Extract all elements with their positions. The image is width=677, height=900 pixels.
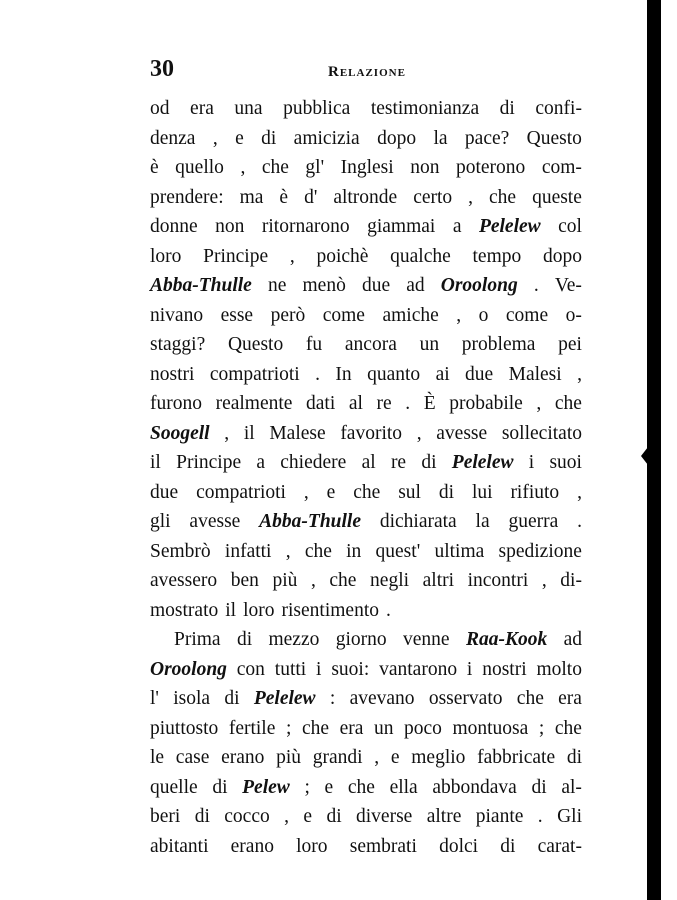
word: non [410, 157, 440, 178]
body-text [150, 94, 582, 861]
word: loro [150, 245, 182, 267]
word: loro [243, 599, 275, 621]
word: con [236, 658, 265, 680]
word: dopo [377, 127, 417, 149]
word: furono [150, 393, 202, 414]
text-line [150, 625, 582, 655]
word: di [531, 776, 547, 798]
word: come [505, 304, 549, 326]
word: un [373, 717, 394, 739]
word: gli [150, 511, 171, 532]
word: ai [435, 363, 450, 385]
word: spedizione [498, 540, 582, 562]
word: probabile [449, 393, 523, 414]
word: Malesi [508, 363, 562, 385]
word: beri [150, 806, 181, 827]
word: mostrato [150, 599, 219, 621]
word: che [353, 481, 381, 503]
word: pei [558, 334, 582, 355]
word: di [224, 688, 240, 709]
word: tempo [472, 245, 522, 267]
word: incontri [467, 570, 529, 591]
word: , [536, 393, 542, 414]
word: che [554, 717, 582, 739]
word: qualche [390, 245, 451, 267]
word: . [315, 363, 321, 385]
italic-word: Pelew [242, 776, 290, 798]
word: dopo [542, 245, 582, 267]
word: più [276, 747, 302, 768]
text-line [150, 802, 582, 832]
text-line [150, 330, 582, 360]
word: venne [403, 629, 450, 650]
word: fertile [228, 717, 276, 739]
italic-word: Oroolong [440, 275, 518, 296]
word: che [329, 570, 357, 591]
word: . [386, 599, 391, 621]
italic-word: Abba-Thulle [150, 275, 252, 296]
word: osservato [428, 688, 503, 709]
word: cocco [224, 806, 270, 827]
word: , [577, 481, 582, 503]
word: , [468, 186, 474, 208]
word: compatrioti [196, 481, 286, 503]
word: abitanti [150, 835, 209, 857]
italic-word: Abba-Thulle [259, 511, 361, 532]
word: altri [422, 570, 455, 591]
word: Questo [526, 127, 582, 149]
italic-word: Raa-Kook [465, 629, 548, 650]
word: al- [561, 776, 582, 798]
page-number: 30 [150, 56, 174, 82]
text-line [150, 596, 582, 626]
word: di [194, 806, 210, 827]
word: di [236, 629, 253, 650]
word: nivano [150, 304, 204, 326]
word: al [348, 393, 363, 414]
word: suoi [549, 452, 582, 473]
word: o [478, 304, 489, 326]
word: denza [150, 127, 196, 149]
word: : [329, 688, 336, 709]
text-line [150, 419, 582, 449]
word: ne [267, 275, 287, 296]
word: poichè [316, 245, 369, 267]
text-line [150, 478, 582, 508]
word: nostri [482, 658, 527, 680]
word: che [489, 186, 517, 208]
word: certo [413, 186, 453, 208]
text-line [150, 655, 582, 685]
word: realmente [215, 393, 293, 414]
word: montuosa [452, 717, 529, 739]
word: ella [389, 776, 418, 798]
word: Questo [227, 334, 284, 355]
word: Inglesi [340, 157, 394, 178]
word: avesse [189, 511, 241, 532]
word: poterono [455, 157, 526, 178]
word: due [465, 363, 494, 385]
word: di- [560, 570, 582, 591]
word: gl' [305, 157, 325, 178]
text-line [150, 714, 582, 744]
word: molto [536, 658, 582, 680]
word: . [405, 393, 411, 414]
word: ; [304, 776, 310, 798]
word: piuttosto [150, 717, 219, 739]
word: loro [296, 835, 328, 857]
word: non [215, 216, 245, 237]
word: , [577, 363, 582, 385]
word: grandi [312, 747, 363, 768]
word: erano [221, 747, 265, 768]
word: vantarono [379, 658, 458, 680]
word: quest' [375, 540, 421, 562]
word: È [423, 393, 436, 414]
word: di [212, 776, 228, 798]
text-line [150, 301, 582, 331]
word: , [416, 422, 422, 444]
word: di [438, 481, 455, 503]
word: queste [532, 186, 582, 208]
word: . [533, 275, 539, 296]
text-line [150, 389, 582, 419]
italic-word: Pelelew [253, 688, 316, 709]
word: a [452, 216, 462, 237]
word: come [322, 304, 365, 326]
word: case [175, 747, 210, 768]
word: erano [230, 835, 274, 857]
word: , [374, 747, 380, 768]
word: , [456, 304, 462, 326]
word: menò [302, 275, 346, 296]
word: , [289, 245, 295, 267]
word: ritornarono [261, 216, 350, 237]
page-header [150, 56, 582, 92]
word: quanto [367, 363, 421, 385]
word: lui [471, 481, 493, 503]
page-edge-notch [641, 447, 648, 465]
word: l' [150, 688, 159, 709]
word: suoi: [331, 658, 370, 680]
word: mezzo [268, 629, 320, 650]
word: che [261, 157, 289, 178]
word: ma [239, 186, 264, 208]
word: e [324, 776, 334, 798]
word: è [150, 157, 159, 178]
word: carat- [537, 835, 582, 857]
word: avessero [150, 570, 218, 591]
text-line [150, 773, 582, 803]
word: quelle [150, 776, 198, 798]
word: avevano [349, 688, 415, 709]
text-line [150, 743, 582, 773]
word: Sembrò [150, 540, 211, 562]
word: dichiarata [379, 511, 457, 532]
word: ad [406, 275, 425, 296]
word: ben [230, 570, 259, 591]
word: tutti [274, 658, 307, 680]
word: però [270, 304, 306, 326]
word: piante [475, 806, 524, 827]
word: era [339, 717, 364, 739]
word: ; [285, 717, 292, 739]
word: , [240, 157, 246, 178]
word: dati [306, 393, 336, 414]
word: favorito [340, 422, 403, 444]
text-line [150, 566, 582, 596]
word: i [528, 452, 535, 473]
word: ultima [434, 540, 485, 562]
word: era [558, 688, 582, 709]
word: chiedere [280, 452, 347, 473]
word: una [234, 98, 263, 119]
word: la [475, 511, 490, 532]
word: d' [304, 186, 318, 208]
word: dolci [439, 835, 479, 857]
word: un [419, 334, 440, 355]
word: i [466, 658, 473, 680]
italic-word: Soogell [150, 422, 210, 444]
word: due [150, 481, 179, 503]
word: di [566, 747, 582, 768]
word: avesse [436, 422, 488, 444]
text-line [150, 360, 582, 390]
word: due [361, 275, 391, 296]
word: giorno [335, 629, 387, 650]
word: , [541, 570, 547, 591]
italic-word: Pelelew [478, 216, 541, 237]
word: che [304, 540, 332, 562]
word: confi- [535, 98, 582, 119]
word: sul [398, 481, 421, 503]
italic-word: Oroolong [150, 658, 227, 680]
word: Principe [203, 245, 269, 267]
word: e [303, 806, 313, 827]
word: , [285, 540, 291, 562]
word: e [235, 127, 244, 149]
text-line [150, 684, 582, 714]
word: compatrioti [209, 363, 300, 385]
word: che [301, 717, 329, 739]
word: guerra [508, 511, 559, 532]
word: In [335, 363, 352, 385]
word: a [256, 452, 266, 473]
word: che [554, 393, 582, 414]
word: giammai [367, 216, 436, 237]
text-line [150, 183, 582, 213]
word: Ve- [554, 275, 582, 296]
text-line [150, 537, 582, 567]
word: . [577, 511, 582, 532]
word: è [279, 186, 289, 208]
word: altre [426, 806, 462, 827]
word: più [272, 570, 298, 591]
word: e [390, 747, 400, 768]
text-line [150, 271, 582, 301]
word: o- [565, 304, 582, 326]
word: pace? [464, 127, 510, 149]
word: problema [461, 334, 536, 355]
word: rifiuto [510, 481, 560, 503]
text-line [150, 242, 582, 272]
word: donne [150, 216, 198, 237]
word: , [310, 570, 316, 591]
word: ancora [344, 334, 397, 355]
running-title: Relazione [328, 64, 406, 80]
word: quello [175, 157, 224, 178]
word: e [326, 481, 336, 503]
word: esse [220, 304, 254, 326]
word: amiche [382, 304, 439, 326]
word: risentimento [281, 599, 379, 621]
word: prendere: [150, 186, 224, 208]
italic-word: Pelelew [451, 452, 514, 473]
word: re [390, 452, 407, 473]
word: , [224, 422, 230, 444]
word: od [150, 98, 170, 119]
word: amicizia [293, 127, 360, 149]
word: infatti [224, 540, 272, 562]
text-line [150, 448, 582, 478]
word: di [500, 835, 516, 857]
word: isola [173, 688, 211, 709]
word: col [558, 216, 582, 237]
text-line [150, 124, 582, 154]
word: fabbricate [477, 747, 556, 768]
word: che [516, 688, 544, 709]
word: era [190, 98, 214, 119]
text-line [150, 212, 582, 242]
word: , [212, 127, 218, 149]
word: nostri [150, 363, 195, 385]
word: pubblica [283, 98, 351, 119]
word: diverse [356, 806, 413, 827]
word: Principe [176, 452, 242, 473]
page-edge [647, 0, 661, 900]
text-line [150, 832, 582, 862]
word: di [326, 806, 342, 827]
word: Prima [174, 629, 221, 650]
word: in [346, 540, 362, 562]
word: il [225, 599, 237, 621]
word: Gli [557, 806, 582, 827]
word: ; [538, 717, 545, 739]
word: il [150, 452, 161, 473]
word: sembrati [349, 835, 417, 857]
word: le [150, 747, 165, 768]
word: com- [541, 157, 582, 178]
word: Malese [269, 422, 326, 444]
word: re [376, 393, 392, 414]
text-line [150, 94, 582, 124]
text-line [150, 153, 582, 183]
word: ad [563, 629, 582, 650]
word: , [284, 806, 290, 827]
word: poco [404, 717, 442, 739]
word: di [261, 127, 277, 149]
word: negli [370, 570, 410, 591]
word: i [316, 658, 322, 680]
word: sollecitato [501, 422, 582, 444]
word: staggi? [150, 334, 206, 355]
word: di [421, 452, 437, 473]
text-line [150, 507, 582, 537]
word: di [499, 98, 515, 119]
word: , [303, 481, 309, 503]
word: fu [305, 334, 323, 355]
word: che [347, 776, 375, 798]
word: altronde [333, 186, 398, 208]
word: la [433, 127, 448, 149]
word: testimonianza [370, 98, 480, 119]
word: . [537, 806, 543, 827]
word: abbondava [432, 776, 517, 798]
word: il [243, 422, 255, 444]
word: al [361, 452, 376, 473]
word: meglio [411, 747, 466, 768]
